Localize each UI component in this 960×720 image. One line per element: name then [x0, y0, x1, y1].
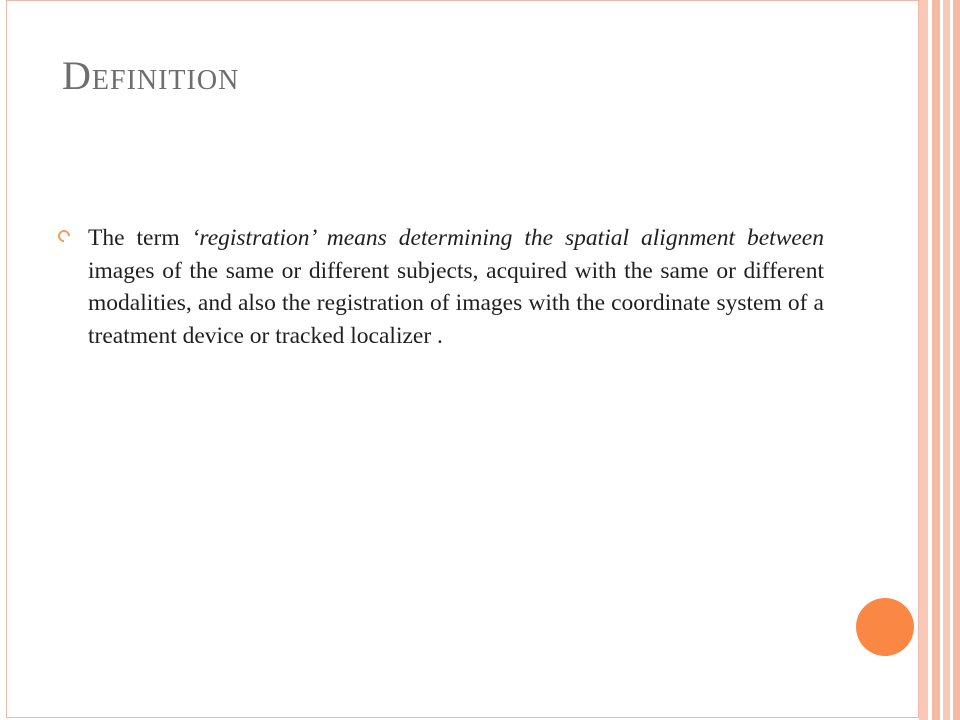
right-stripes-decoration	[919, 0, 960, 720]
bullet-item	[58, 222, 824, 352]
orange-circle-decoration	[856, 598, 914, 656]
bullet-text-plain-2: images of the same or different subjects, acquired with the same or different modalities, and also the registration of images with the coordinate system of a treatment device or tracked localizer .	[88, 257, 824, 349]
open-circle-bullet-icon	[56, 228, 73, 245]
slide-title: Definition	[62, 53, 240, 98]
bullet-text	[88, 222, 824, 352]
bullet-text-plain-1: The term	[88, 225, 192, 251]
slide-frame	[6, 0, 919, 718]
content-body	[58, 222, 824, 352]
bullet-text-italic: ‘registration’ means determining the spatial alignment between	[191, 225, 824, 251]
